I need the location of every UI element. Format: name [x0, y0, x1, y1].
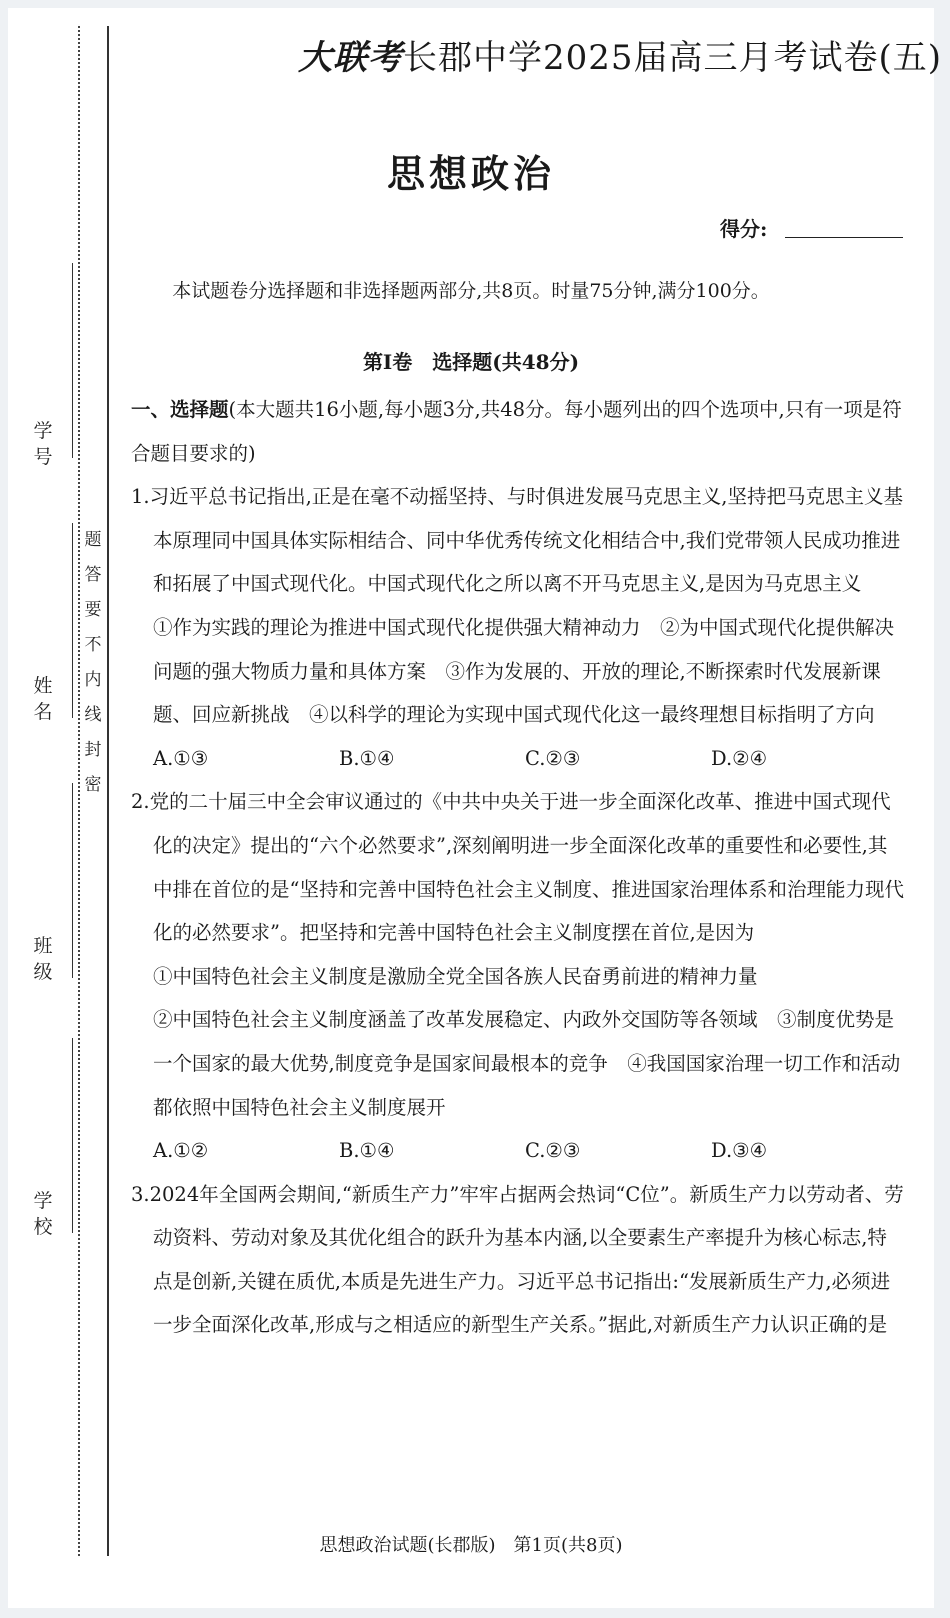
seal-char: 不: [84, 635, 102, 655]
seal-char: 答: [84, 565, 102, 585]
seal-char: 密: [84, 775, 102, 795]
question-1-stem: 1.习近平总书记指出,正是在毫不动摇坚持、与时俱进发展马克思主义,坚持把马克思主义基本原理同中国具体实际相结合、同中华优秀传统文化相结合中,我们党带领人民成功推进和拓展了中国式现代化。中国式现代化之所以离不开马克思主义,是因为马克思主义: [131, 485, 904, 596]
option-a[interactable]: A.①②: [153, 1139, 209, 1163]
class-label: 班级: [33, 935, 53, 983]
exam-header: [298, 30, 942, 79]
question-1-options: [131, 737, 906, 781]
school-blank[interactable]: [72, 1038, 73, 1233]
name-blank[interactable]: [72, 523, 73, 718]
question-1-statements: ①作为实践的理论为推进中国式现代化提供强大精神动力 ②为中国式现代化提供解决问题的强大物质力量和具体方案 ③作为发展的、开放的理论,不断探索时代发展新课题、回应新挑战 ④以科学的理论为实现中国式现代化这一最终理想目标指明了方向: [153, 615, 895, 727]
question-2-stem: 2.党的二十届三中全会审议通过的《中共中央关于进一步全面深化改革、推进中国式现代化的决定》提出的“六个必然要求”,深刻阐明进一步全面深化改革的重要性和必要性,其中排在首位的是“坚持和完善中国特色社会主义制度、推进国家治理体系和治理能力现代化的必然要求”。把坚持和完善中国特色社会主义制度摆在首位,是因为: [131, 790, 904, 945]
option-c[interactable]: C.②③: [525, 746, 581, 770]
student-id-label: 学号: [33, 420, 53, 468]
exam-content: [131, 388, 906, 1347]
class-field[interactable]: [32, 933, 72, 985]
seal-char: 内: [84, 670, 102, 690]
section-head-label: 一、选择题: [131, 398, 229, 421]
page-footer: 思想政治试题(长郡版) 第1页(共8页): [319, 1535, 623, 1556]
seal-char: 题: [84, 530, 102, 550]
score-label: 得分:: [720, 217, 768, 241]
name-label: 姓名: [33, 675, 53, 723]
volume-title: 第Ⅰ卷 选择题(共48分): [362, 350, 580, 374]
question-2-statement: ②中国特色社会主义制度涵盖了改革发展稳定、内政外交国防等各领域 ③制度优势是一个国家的最大优势,制度竞争是国家间最根本的竞争 ④我国国家治理一切工作和活动都依照中国特色社会主义制度展开: [153, 1008, 901, 1119]
option-d[interactable]: D.②④: [711, 746, 768, 770]
seal-line-text: [82, 523, 104, 803]
subject-title: 思想政治: [386, 151, 555, 196]
school-field[interactable]: [32, 1188, 72, 1240]
section-description: (本大题共16小题,每小题3分,共48分。每小题列出的四个选项中,只有一项是符合题目要求的): [131, 398, 902, 465]
score-blank[interactable]: [785, 237, 903, 238]
question-2-options: [131, 1129, 906, 1173]
binding-solid-line: [107, 26, 109, 1556]
seal-char: 线: [84, 705, 102, 725]
class-blank[interactable]: [72, 783, 73, 978]
brand-logo-text: 大联考: [298, 38, 403, 78]
school-label: 学校: [33, 1190, 53, 1238]
seal-char: 封: [84, 740, 102, 760]
student-id-field[interactable]: [32, 418, 72, 470]
option-c[interactable]: C.②③: [525, 1139, 581, 1163]
seal-char: 要: [84, 600, 102, 620]
exam-title: 长郡中学2025届高三月考试卷(五): [403, 38, 943, 78]
exam-intro: 本试题卷分选择题和非选择题两部分,共8页。时量75分钟,满分100分。: [172, 280, 770, 302]
exam-page: [8, 8, 943, 1608]
binding-dotted-line: [78, 26, 80, 1556]
option-d[interactable]: D.③④: [711, 1139, 768, 1163]
option-b[interactable]: B.①④: [339, 1139, 395, 1163]
option-a[interactable]: A.①③: [153, 746, 209, 770]
option-b[interactable]: B.①④: [339, 746, 395, 770]
name-field[interactable]: [32, 673, 72, 725]
question-2-statement: ①中国特色社会主义制度是激励全党全国各族人民奋勇前进的精神力量: [153, 964, 758, 988]
question-3-stem: 3.2024年全国两会期间,“新质生产力”牢牢占据两会热词“C位”。新质生产力以劳动者、劳动资料、劳动对象及其优化组合的跃升为基本内涵,以全要素生产率提升为核心标志,特点是创新,关键在质优,本质是先进生产力。习近平总书记指出:“发展新质生产力,必须进一步全面深化改革,形成与之相适应的新型生产关系。”据此,对新质生产力认识正确的是: [131, 1182, 904, 1337]
section-heading: [131, 388, 906, 475]
